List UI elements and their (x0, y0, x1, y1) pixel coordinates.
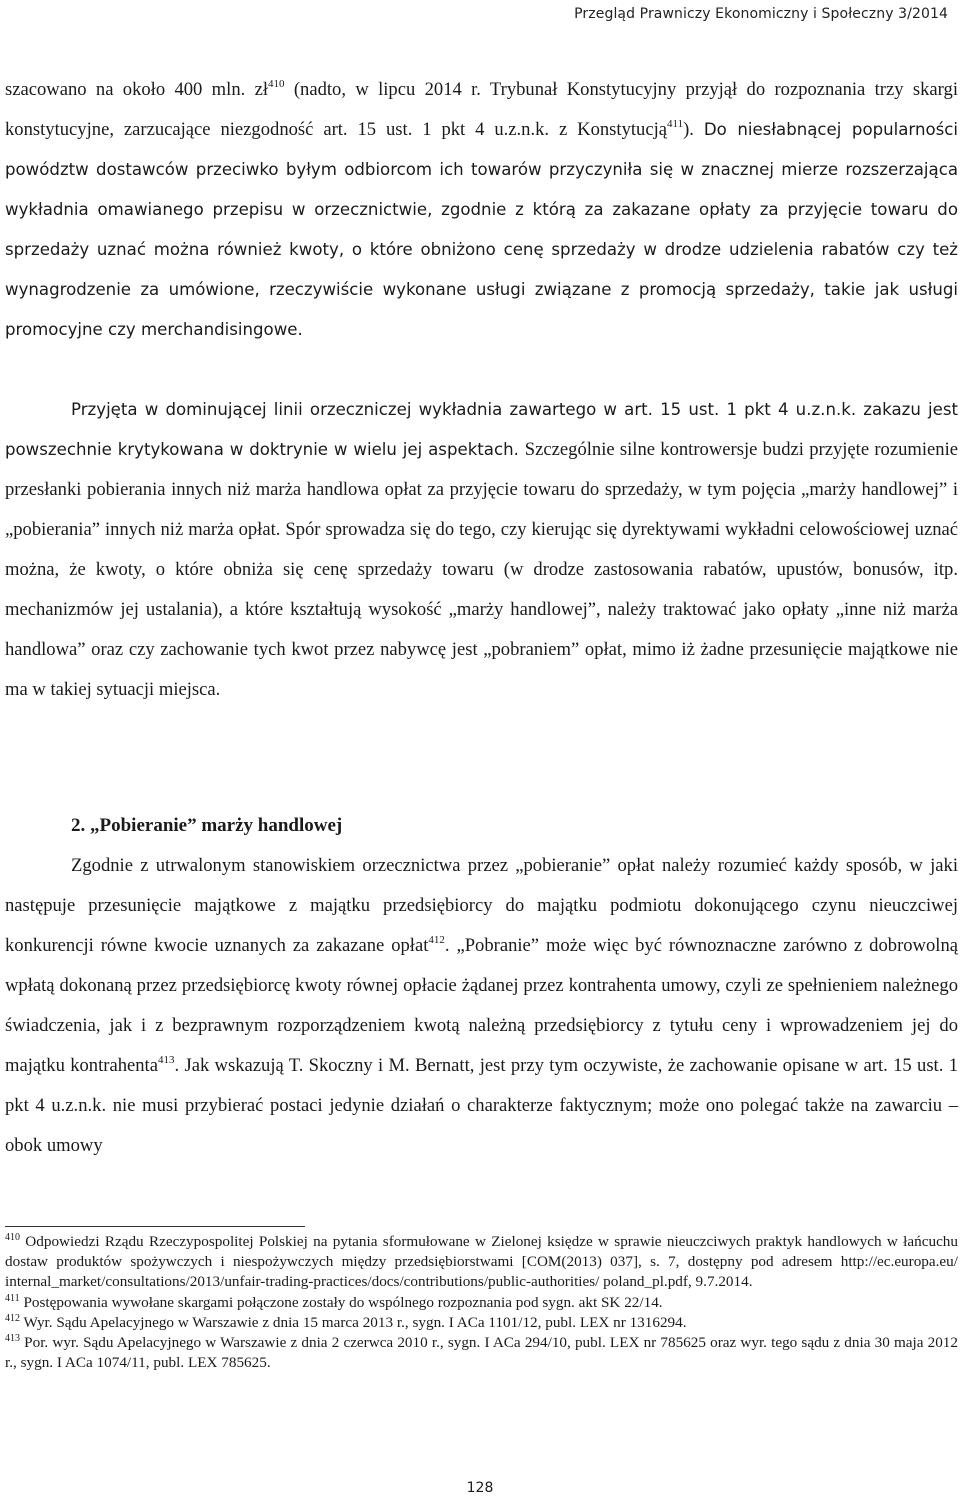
p1-text-b: (nadto, w lipcu 2014 r. Trybunał Konstytucyjny przyjął do rozpoznania trzy skargi konstytucyjne, zarzucające niezgodność art. 15 ust. 1 pkt 4 u.z.n.k. z Konstytucją (5, 79, 958, 140)
paragraph-1 (5, 70, 958, 350)
p2-text-a: Przyjęta w dominującej linii orzeczniczej wykładnia zawartego w art. 15 ust. 1 pkt 4 u.z.n.k. zakazu jest powszechnie krytykowana w doktrynie w wielu jej aspektach. (5, 400, 958, 459)
footnote-text: Postępowania wywołane skargami połączone zostały do wspólnego rozpoznania pod sygn. akt SK 22/14. (19, 1293, 663, 1311)
p3-text-b: . „Pobranie” może więc być równoznaczne zarówno z dobrowolną wpłatą dokonaną przez przedsiębiorcę kwoty równej opłacie żądanej przez kontrahenta umowy, czyli ze spełnieniem należnego świadczenia, jak i z bezprawnym rozporządzeniem kwotą należną przedsiębiorcy z tytułu ceny i wprowadzeniem jej do majątku kontrahenta (5, 935, 959, 1076)
footnote-410 (5, 1232, 958, 1293)
paragraph-3 (5, 846, 958, 1166)
p1-text-c: ). (683, 119, 704, 140)
paragraph-2 (5, 390, 958, 710)
footnote-text: Wyr. Sądu Apelacyjnego w Warszawie z dnia 15 marca 2013 r., sygn. I ACa 1101/12, publ. LEX nr 1316294. (20, 1313, 687, 1331)
p1-text-a: szacowano na około 400 mln. zł (5, 79, 269, 100)
footnote-ref-410[interactable]: 410 (268, 78, 285, 90)
p3-text-a: Zgodnie z utrwalonym stanowiskiem orzecznictwa przez „pobieranie” opłat należy rozumieć każdy sposób, w jaki następuje przesunięcie majątkowe z majątku przedsiębiorcy do majątku podmiotu dokonującego czynu nieuczciwej konkurencji równe kwocie uznanych za zakazane opłat (5, 855, 958, 956)
footnote-ref-412[interactable]: 412 (428, 934, 445, 946)
footnote-413 (5, 1333, 958, 1373)
page-number: 128 (466, 1480, 494, 1496)
footnote-number: 412 (5, 1312, 20, 1324)
p2-text-b: Szczególnie silne kontrowersje budzi przyjęte rozumienie przesłanki pobierania innych niż marża handlowa opłat za przyjęcie towaru do sprzedaży, w tym pojęcia „marży handlowej” i „pobierania” innych niż marża opłat. Spór sprowadza się do tego, czy kierując się dyrektywami wykładni celowościowej uznać można, że kwoty, o które obniża się cenę sprzedaży towaru (w drodze zastosowania rabatów, upustów, bonusów, itp. mechanizmów jej ustalania), a które kształtują wysokość „marży handlowej”, należy traktować jako opłaty „inne niż marża handlowa” oraz czy zachowanie tych kwot przez nabywcę jest „pobraniem” opłat, mimo iż żadne przesunięcie majątkowe nie ma w takiej sytuacji miejsca. (5, 439, 958, 700)
footnote-number: 413 (5, 1333, 20, 1345)
footnote-text: Por. wyr. Sądu Apelacyjnego w Warszawie z dnia 2 czerwca 2010 r., sygn. I ACa 294/10, publ. LEX nr 785625 oraz wyr. tego sądu z dnia 30 maja 2012 r., sygn. I ACa 1074/11, publ. LEX 785625. (5, 1334, 958, 1372)
footnote-number: 410 (5, 1232, 20, 1243)
footnote-411 (5, 1293, 958, 1313)
footnote-412 (5, 1313, 958, 1333)
p3-text-c: . Jak wskazują T. Skoczny i M. Bernatt, jest przy tym oczywiste, że zachowanie opisane w art. 15 ust. 1 pkt 4 u.z.n.k. nie musi przybierać postaci jedynie działań o charakterze faktycznym; może ono polegać także na zawarciu – obok umowy (5, 1055, 958, 1156)
p1-text-d: Do niesłabnącej popularności powództw dostawców przeciwko byłym odbiorcom ich towarów przyczyniła się w znacznej mierze rozszerzająca wykładnia omawianego przepisu w orzecznictwie, zgodnie z którą za zakazane opłaty za przyjęcie towaru do sprzedaży uznać można również kwoty, o które obniżono cenę sprzedaży w drodze udzielenia rabatów czy też wynagrodzenie za umówione, rzeczywiście wykonane usługi związane z promocją sprzedaży, takie jak usługi promocyjne czy merchandisingowe. (5, 120, 958, 339)
footnote-ref-411[interactable]: 411 (667, 118, 684, 130)
footnote-number: 411 (5, 1292, 20, 1304)
section-heading: 2. „Pobieranie” marży handlowej (71, 815, 343, 836)
footnote-divider (5, 1226, 305, 1227)
footnote-text: Odpowiedzi Rządu Rzeczypospolitej Polskiej na pytania sformułowane w Zielonej księdze w sprawie nieuczciwych praktyk handlowych w łańcuchu dostaw produktów spożywczych i niespożywczych między przedsiębiorstwami [COM(2013) 037], s. 7, dostępny pod adresem http://ec.europa.eu/ internal_market/consultations/2013/unfair-trading-practices/docs/contributions/public-authorities/ poland_pl.pdf, 9.7.2014. (5, 1233, 958, 1291)
footnote-ref-413[interactable]: 413 (157, 1054, 175, 1066)
journal-header: Przegląd Prawniczy Ekonomiczny i Społeczny 3/2014 (574, 6, 948, 22)
footnotes (5, 1232, 958, 1373)
